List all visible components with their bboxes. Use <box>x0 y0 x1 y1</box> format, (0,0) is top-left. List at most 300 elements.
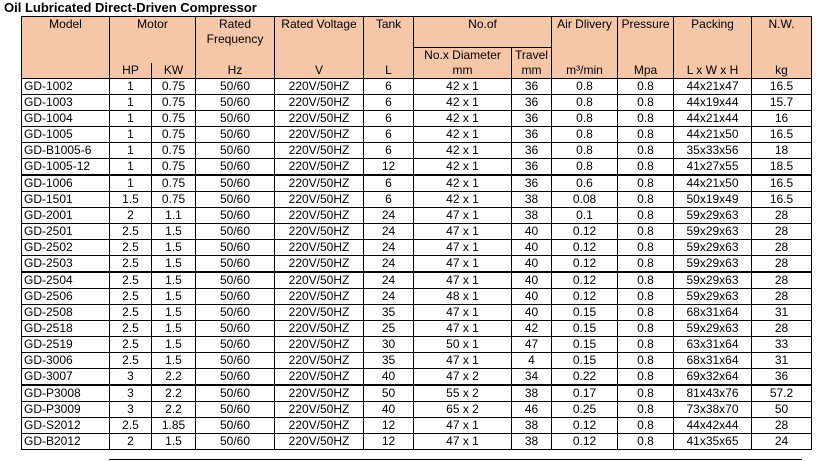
cell-model: GD-2506 <box>22 288 110 304</box>
cell-frequency: 50/60 <box>196 417 275 433</box>
cell-diameter: 42 x 1 <box>414 94 512 110</box>
cell-diameter: 47 x 1 <box>414 272 512 289</box>
cell-voltage: 220V/50HZ <box>275 126 364 142</box>
header-kg: kg <box>752 63 812 79</box>
table-row <box>22 191 812 207</box>
cell-air-delivery: 0.12 <box>552 255 618 272</box>
cell-pressure: 0.8 <box>618 336 674 352</box>
cell-packing: 35x33x56 <box>674 142 752 158</box>
cell-hp: 1 <box>110 175 152 192</box>
header-nw: N.W. <box>752 17 812 48</box>
cell-weight: 28 <box>752 320 812 336</box>
cell-tank: 24 <box>364 272 414 289</box>
cell-tank: 40 <box>364 401 414 417</box>
cell-weight: 31 <box>752 352 812 368</box>
cell-pressure: 0.8 <box>618 78 674 94</box>
cell-pressure: 0.8 <box>618 239 674 255</box>
cell-pressure: 0.8 <box>618 126 674 142</box>
cell-pressure: 0.8 <box>618 191 674 207</box>
table-row <box>22 368 812 385</box>
cell-frequency: 50/60 <box>196 223 275 239</box>
cell-air-delivery: 0.8 <box>552 126 618 142</box>
cell-voltage: 220V/50HZ <box>275 207 364 223</box>
cell-packing: 68x31x64 <box>674 352 752 368</box>
cell-tank: 6 <box>364 126 414 142</box>
cell-weight: 16.5 <box>752 78 812 94</box>
cell-air-delivery: 0.12 <box>552 433 618 449</box>
cell-voltage: 220V/50HZ <box>275 336 364 352</box>
header-packing: Packing <box>674 17 752 48</box>
cell-frequency: 50/60 <box>196 401 275 417</box>
cell-travel: 42 <box>512 320 552 336</box>
cell-diameter: 47 x 1 <box>414 320 512 336</box>
cell-frequency: 50/60 <box>196 78 275 94</box>
header-m3min: m³/min <box>552 63 618 79</box>
cell-weight: 28 <box>752 239 812 255</box>
cell-pressure: 0.8 <box>618 272 674 289</box>
cell-weight: 15.7 <box>752 94 812 110</box>
header-no-diameter: No.x Diameter <box>414 47 512 63</box>
cell-voltage: 220V/50HZ <box>275 223 364 239</box>
cell-hp: 2 <box>110 207 152 223</box>
cell-packing: 44x21x47 <box>674 78 752 94</box>
header-hz: Hz <box>196 63 275 79</box>
cell-pressure: 0.8 <box>618 433 674 449</box>
cell-voltage: 220V/50HZ <box>275 110 364 126</box>
cell-frequency: 50/60 <box>196 191 275 207</box>
cell-diameter: 42 x 1 <box>414 175 512 192</box>
table-row <box>22 142 812 158</box>
cell-travel: 40 <box>512 272 552 289</box>
cell-travel: 36 <box>512 78 552 94</box>
cell-tank: 12 <box>364 433 414 449</box>
cell-hp: 3 <box>110 368 152 385</box>
cell-model: GD-1002 <box>22 78 110 94</box>
cell-weight: 57.2 <box>752 385 812 402</box>
cell-weight: 36 <box>752 368 812 385</box>
cell-hp: 3 <box>110 385 152 402</box>
cell-hp: 2.5 <box>110 320 152 336</box>
header-mm-travel: mm <box>512 63 552 79</box>
cell-model: GD-1004 <box>22 110 110 126</box>
table-body <box>22 78 812 449</box>
cell-frequency: 50/60 <box>196 239 275 255</box>
cell-frequency: 50/60 <box>196 110 275 126</box>
cell-diameter: 42 x 1 <box>414 142 512 158</box>
cell-pressure: 0.8 <box>618 110 674 126</box>
cell-pressure: 0.8 <box>618 320 674 336</box>
cell-hp: 2 <box>110 433 152 449</box>
cell-model: GD-1005 <box>22 126 110 142</box>
cell-travel: 36 <box>512 158 552 175</box>
cell-packing: 73x38x70 <box>674 401 752 417</box>
cell-frequency: 50/60 <box>196 207 275 223</box>
cell-air-delivery: 0.12 <box>552 417 618 433</box>
cell-frequency: 50/60 <box>196 158 275 175</box>
cell-packing: 59x29x63 <box>674 255 752 272</box>
cell-diameter: 47 x 1 <box>414 433 512 449</box>
cell-hp: 2.5 <box>110 239 152 255</box>
cell-weight: 24 <box>752 433 812 449</box>
cell-frequency: 50/60 <box>196 336 275 352</box>
cell-pressure: 0.8 <box>618 158 674 175</box>
cell-hp: 1.5 <box>110 191 152 207</box>
cell-voltage: 220V/50HZ <box>275 433 364 449</box>
cell-pressure: 0.8 <box>618 304 674 320</box>
cell-tank: 24 <box>364 239 414 255</box>
cell-weight: 16.5 <box>752 175 812 192</box>
cell-voltage: 220V/50HZ <box>275 352 364 368</box>
cell-pressure: 0.8 <box>618 401 674 417</box>
cell-air-delivery: 0.15 <box>552 352 618 368</box>
header-l: L <box>364 63 414 79</box>
cell-hp: 1 <box>110 78 152 94</box>
cell-model: GD-1501 <box>22 191 110 207</box>
cell-model: GD-2504 <box>22 272 110 289</box>
cell-kw: 0.75 <box>152 175 196 192</box>
cell-packing: 50x19x49 <box>674 191 752 207</box>
cell-tank: 12 <box>364 417 414 433</box>
cell-weight: 33 <box>752 336 812 352</box>
cell-air-delivery: 0.22 <box>552 368 618 385</box>
cell-voltage: 220V/50HZ <box>275 94 364 110</box>
table-row <box>22 207 812 223</box>
cell-hp: 1 <box>110 126 152 142</box>
header-pressure: Pressure <box>618 17 674 48</box>
table-row <box>22 336 812 352</box>
cell-air-delivery: 0.8 <box>552 94 618 110</box>
cell-air-delivery: 0.12 <box>552 223 618 239</box>
cell-voltage: 220V/50HZ <box>275 304 364 320</box>
cell-diameter: 42 x 1 <box>414 158 512 175</box>
cell-kw: 1.5 <box>152 288 196 304</box>
cell-weight: 16.5 <box>752 126 812 142</box>
cell-diameter: 47 x 1 <box>414 417 512 433</box>
cell-air-delivery: 0.12 <box>552 288 618 304</box>
cell-voltage: 220V/50HZ <box>275 272 364 289</box>
table-row <box>22 239 812 255</box>
cell-kw: 0.75 <box>152 158 196 175</box>
cell-voltage: 220V/50HZ <box>275 417 364 433</box>
cell-kw: 1.5 <box>152 320 196 336</box>
bottom-rule <box>109 459 802 460</box>
cell-air-delivery: 0.25 <box>552 401 618 417</box>
cell-hp: 2.5 <box>110 223 152 239</box>
cell-tank: 25 <box>364 320 414 336</box>
cell-travel: 38 <box>512 385 552 402</box>
cell-model: GD-P3008 <box>22 385 110 402</box>
table-row <box>22 272 812 289</box>
cell-diameter: 42 x 1 <box>414 191 512 207</box>
cell-hp: 2.5 <box>110 272 152 289</box>
header-no-of: No.of <box>414 17 552 48</box>
cell-model: GD-2519 <box>22 336 110 352</box>
cell-model: GD-2518 <box>22 320 110 336</box>
cell-weight: 28 <box>752 272 812 289</box>
cell-weight: 28 <box>752 417 812 433</box>
cell-weight: 28 <box>752 223 812 239</box>
cell-pressure: 0.8 <box>618 142 674 158</box>
cell-diameter: 50 x 1 <box>414 336 512 352</box>
cell-travel: 40 <box>512 223 552 239</box>
cell-frequency: 50/60 <box>196 142 275 158</box>
cell-frequency: 50/60 <box>196 352 275 368</box>
header-rated-voltage: Rated Voltage <box>275 17 364 48</box>
cell-model: GD-2001 <box>22 207 110 223</box>
cell-kw: 1.1 <box>152 207 196 223</box>
cell-air-delivery: 0.08 <box>552 191 618 207</box>
cell-hp: 2.5 <box>110 255 152 272</box>
cell-packing: 63x31x64 <box>674 336 752 352</box>
cell-voltage: 220V/50HZ <box>275 320 364 336</box>
cell-pressure: 0.8 <box>618 288 674 304</box>
cell-pressure: 0.8 <box>618 207 674 223</box>
cell-tank: 35 <box>364 352 414 368</box>
cell-packing: 44x21x50 <box>674 126 752 142</box>
header-motor: Motor <box>110 17 196 48</box>
cell-hp: 2.5 <box>110 352 152 368</box>
cell-kw: 1.85 <box>152 417 196 433</box>
cell-packing: 59x29x63 <box>674 288 752 304</box>
table-row <box>22 401 812 417</box>
cell-model: GD-P3009 <box>22 401 110 417</box>
cell-diameter: 65 x 2 <box>414 401 512 417</box>
cell-tank: 6 <box>364 110 414 126</box>
cell-tank: 6 <box>364 191 414 207</box>
cell-diameter: 47 x 1 <box>414 352 512 368</box>
cell-air-delivery: 0.15 <box>552 304 618 320</box>
cell-air-delivery: 0.8 <box>552 142 618 158</box>
cell-diameter: 55 x 2 <box>414 385 512 402</box>
header-mm-diameter: mm <box>414 63 512 79</box>
cell-voltage: 220V/50HZ <box>275 368 364 385</box>
cell-packing: 68x31x64 <box>674 304 752 320</box>
cell-frequency: 50/60 <box>196 385 275 402</box>
cell-packing: 69x32x64 <box>674 368 752 385</box>
cell-hp: 1 <box>110 110 152 126</box>
header-tank: Tank <box>364 17 414 48</box>
cell-air-delivery: 0.17 <box>552 385 618 402</box>
cell-air-delivery: 0.15 <box>552 336 618 352</box>
cell-kw: 2.2 <box>152 368 196 385</box>
cell-kw: 0.75 <box>152 78 196 94</box>
cell-weight: 50 <box>752 401 812 417</box>
cell-frequency: 50/60 <box>196 304 275 320</box>
cell-tank: 40 <box>364 368 414 385</box>
cell-weight: 28 <box>752 207 812 223</box>
cell-voltage: 220V/50HZ <box>275 288 364 304</box>
cell-tank: 12 <box>364 158 414 175</box>
cell-kw: 0.75 <box>152 142 196 158</box>
cell-weight: 31 <box>752 304 812 320</box>
cell-travel: 40 <box>512 304 552 320</box>
cell-pressure: 0.8 <box>618 175 674 192</box>
header-v: V <box>275 63 364 79</box>
cell-travel: 34 <box>512 368 552 385</box>
cell-weight: 28 <box>752 255 812 272</box>
cell-tank: 24 <box>364 223 414 239</box>
cell-travel: 36 <box>512 142 552 158</box>
cell-travel: 38 <box>512 417 552 433</box>
cell-hp: 1 <box>110 142 152 158</box>
cell-pressure: 0.8 <box>618 368 674 385</box>
cell-frequency: 50/60 <box>196 288 275 304</box>
cell-air-delivery: 0.8 <box>552 158 618 175</box>
header-travel: Travel <box>512 47 552 63</box>
cell-pressure: 0.8 <box>618 385 674 402</box>
cell-voltage: 220V/50HZ <box>275 255 364 272</box>
cell-kw: 1.5 <box>152 239 196 255</box>
cell-model: GD-B1005-6 <box>22 142 110 158</box>
cell-air-delivery: 0.12 <box>552 272 618 289</box>
cell-pressure: 0.8 <box>618 417 674 433</box>
cell-pressure: 0.8 <box>618 255 674 272</box>
cell-tank: 35 <box>364 304 414 320</box>
cell-diameter: 47 x 1 <box>414 304 512 320</box>
cell-diameter: 42 x 1 <box>414 110 512 126</box>
cell-hp: 2.5 <box>110 304 152 320</box>
cell-model: GD-1003 <box>22 94 110 110</box>
cell-travel: 38 <box>512 191 552 207</box>
cell-tank: 24 <box>364 207 414 223</box>
header-model: Model <box>22 17 110 48</box>
header-lwh: L x W x H <box>674 63 752 79</box>
cell-diameter: 47 x 1 <box>414 255 512 272</box>
cell-voltage: 220V/50HZ <box>275 142 364 158</box>
cell-tank: 6 <box>364 175 414 192</box>
cell-model: GD-3007 <box>22 368 110 385</box>
cell-air-delivery: 0.1 <box>552 207 618 223</box>
cell-weight: 16 <box>752 110 812 126</box>
table-row <box>22 255 812 272</box>
cell-model: GD-3006 <box>22 352 110 368</box>
cell-model: GD-1006 <box>22 175 110 192</box>
table-row <box>22 385 812 402</box>
header-rated-frequency: Rated Frequency <box>196 17 275 48</box>
cell-model: GD-2503 <box>22 255 110 272</box>
cell-frequency: 50/60 <box>196 272 275 289</box>
cell-diameter: 47 x 1 <box>414 223 512 239</box>
table-row <box>22 352 812 368</box>
cell-frequency: 50/60 <box>196 368 275 385</box>
cell-air-delivery: 0.6 <box>552 175 618 192</box>
cell-travel: 40 <box>512 288 552 304</box>
cell-weight: 18 <box>752 142 812 158</box>
table-row <box>22 417 812 433</box>
cell-kw: 2.2 <box>152 385 196 402</box>
cell-diameter: 47 x 1 <box>414 207 512 223</box>
cell-travel: 4 <box>512 352 552 368</box>
cell-model: GD-2501 <box>22 223 110 239</box>
header-kw: KW <box>152 63 196 79</box>
cell-packing: 41x27x55 <box>674 158 752 175</box>
table-row <box>22 223 812 239</box>
cell-voltage: 220V/50HZ <box>275 239 364 255</box>
cell-packing: 81x43x76 <box>674 385 752 402</box>
header-hp: HP <box>110 63 152 79</box>
cell-hp: 3 <box>110 401 152 417</box>
table-row <box>22 288 812 304</box>
cell-air-delivery: 0.12 <box>552 239 618 255</box>
cell-model: GD-S2012 <box>22 417 110 433</box>
cell-kw: 0.75 <box>152 110 196 126</box>
cell-diameter: 42 x 1 <box>414 126 512 142</box>
table-row <box>22 175 812 192</box>
compressor-spec-table <box>21 16 812 450</box>
cell-tank: 24 <box>364 288 414 304</box>
cell-packing: 59x29x63 <box>674 239 752 255</box>
cell-travel: 38 <box>512 433 552 449</box>
table-row <box>22 110 812 126</box>
cell-packing: 59x29x63 <box>674 223 752 239</box>
cell-model: GD-2502 <box>22 239 110 255</box>
cell-travel: 36 <box>512 94 552 110</box>
table-row <box>22 78 812 94</box>
cell-frequency: 50/60 <box>196 255 275 272</box>
cell-travel: 36 <box>512 175 552 192</box>
cell-voltage: 220V/50HZ <box>275 401 364 417</box>
table-row <box>22 433 812 449</box>
cell-voltage: 220V/50HZ <box>275 158 364 175</box>
cell-packing: 44x19x44 <box>674 94 752 110</box>
cell-kw: 1.5 <box>152 336 196 352</box>
cell-air-delivery: 0.8 <box>552 110 618 126</box>
cell-kw: 1.5 <box>152 352 196 368</box>
cell-frequency: 50/60 <box>196 94 275 110</box>
cell-diameter: 47 x 2 <box>414 368 512 385</box>
cell-pressure: 0.8 <box>618 352 674 368</box>
cell-diameter: 48 x 1 <box>414 288 512 304</box>
table-row <box>22 126 812 142</box>
cell-packing: 41x35x65 <box>674 433 752 449</box>
header-row-mid <box>22 47 812 63</box>
header-row-top <box>22 17 812 48</box>
table-row <box>22 320 812 336</box>
header-row-units <box>22 63 812 79</box>
cell-voltage: 220V/50HZ <box>275 385 364 402</box>
cell-kw: 1.5 <box>152 255 196 272</box>
cell-hp: 2.5 <box>110 417 152 433</box>
cell-packing: 59x29x63 <box>674 207 752 223</box>
cell-packing: 44x42x44 <box>674 417 752 433</box>
cell-model: GD-1005-12 <box>22 158 110 175</box>
cell-travel: 46 <box>512 401 552 417</box>
cell-kw: 0.75 <box>152 126 196 142</box>
cell-frequency: 50/60 <box>196 126 275 142</box>
page-title: Oil Lubricated Direct-Driven Compressor <box>4 0 257 15</box>
cell-tank: 6 <box>364 78 414 94</box>
cell-packing: 44x21x44 <box>674 110 752 126</box>
header-air-delivery: Air Dlivery <box>552 17 618 48</box>
cell-weight: 28 <box>752 288 812 304</box>
cell-kw: 1.5 <box>152 304 196 320</box>
cell-voltage: 220V/50HZ <box>275 78 364 94</box>
cell-tank: 24 <box>364 255 414 272</box>
cell-air-delivery: 0.15 <box>552 320 618 336</box>
cell-hp: 1 <box>110 158 152 175</box>
cell-tank: 6 <box>364 142 414 158</box>
cell-packing: 44x21x50 <box>674 175 752 192</box>
table-row <box>22 94 812 110</box>
table-row <box>22 158 812 175</box>
cell-kw: 1.5 <box>152 433 196 449</box>
cell-tank: 30 <box>364 336 414 352</box>
cell-air-delivery: 0.8 <box>552 78 618 94</box>
cell-weight: 18.5 <box>752 158 812 175</box>
cell-frequency: 50/60 <box>196 320 275 336</box>
cell-kw: 2.2 <box>152 401 196 417</box>
cell-kw: 0.75 <box>152 191 196 207</box>
